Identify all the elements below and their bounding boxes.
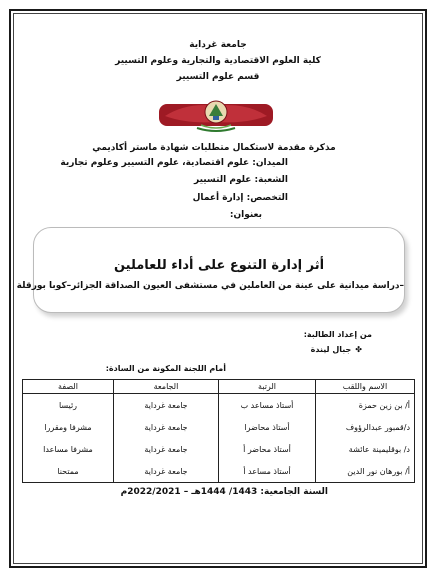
student-name: جبال ليندة [310, 345, 352, 354]
thesis-title: أثر إدارة التنوع على أداء للعاملين [113, 258, 325, 273]
member-name: د/قمبور عبدالرؤوف [316, 416, 415, 438]
member-name: أ/ بورهان نور الدين [316, 460, 415, 483]
thesis-subtitle: –دراسة ميدانية على عينة من العاملين في مستشفى العيون الصداقة الجزائر–كوبا بورقلة [16, 281, 404, 291]
table-row [23, 416, 415, 438]
member-role: مشرفا ومقررا [23, 416, 114, 438]
department-name: قسم علوم التسيير [176, 72, 260, 82]
member-name: د/ بوقليمينة عائشة [316, 438, 415, 460]
column-header: الجامعة [114, 380, 219, 394]
member-university: جامعة غرداية [114, 394, 219, 417]
table-header-row [23, 380, 415, 394]
member-role: ممتحنا [23, 460, 114, 483]
table-row [23, 394, 415, 417]
committee-table [22, 379, 415, 483]
thesis-field: الميدان: علوم اقتصادية، علوم التسيير وعلوم تجارية [60, 158, 288, 168]
title-box [16, 227, 405, 313]
member-university: جامعة غرداية [114, 460, 219, 483]
table-row [23, 460, 415, 483]
member-rank: أستاذ مساعد ب [219, 394, 316, 417]
academic-year: السنة الجامعية: 1443/ 1444هـ – 2022/2021م [120, 487, 328, 497]
thesis-note: مذكرة مقدمة لاستكمال متطلبات شهادة ماستر أكاديمي [92, 143, 336, 153]
university-logo-icon [157, 94, 275, 134]
committee-label: أمام اللجنة المكونة من السادة: [105, 364, 226, 373]
member-role: رئيسا [23, 394, 114, 417]
thesis-branch: الشعبة: علوم التسيير [193, 175, 288, 185]
column-header: الاسم واللقب [316, 380, 415, 394]
member-university: جامعة غرداية [114, 438, 219, 460]
member-name: أ/ بن زين حمزة [316, 394, 415, 417]
member-rank: أستاذ محاضرا [219, 416, 316, 438]
member-university: جامعة غرداية [114, 416, 219, 438]
column-header: الصفة [23, 380, 114, 394]
thesis-specialty: التخصص: إدارة أعمال [192, 193, 288, 203]
member-role: مشرفا مساعدا [23, 438, 114, 460]
student-label: من إعداد الطالبة: [303, 330, 372, 339]
student-name-row [311, 345, 362, 355]
thesis-title-label: بعنوان: [229, 210, 262, 220]
member-rank: أستاذ محاضر أ [219, 438, 316, 460]
bullet-icon: ✤ [355, 345, 362, 354]
university-name: جامعة غرداية [189, 40, 247, 50]
column-header: الرتبة [219, 380, 316, 394]
faculty-name: كلية العلوم الاقتصادية والتجارية وعلوم التسيير [115, 56, 321, 66]
table-row [23, 438, 415, 460]
member-rank: أستاذ مساعد أ [219, 460, 316, 483]
